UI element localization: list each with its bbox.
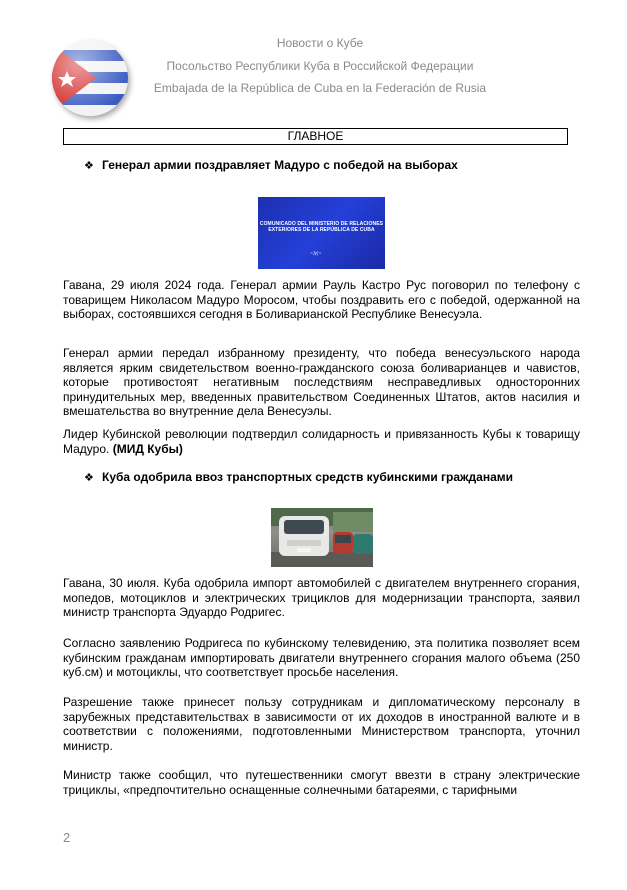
diamond-bullet-icon: ❖ (84, 160, 94, 172)
article1-closing (63, 427, 580, 456)
article1-image (258, 197, 385, 269)
header-embassy-es: Embajada de la República de Cuba en la Federación de Rusia (153, 81, 487, 95)
article1-paragraph: Генерал армии передал избранному президенту, что победа венесуэльского народа является ярким свидетельством военно-гражданского союза боливарианцев и чавистов, которые противостоят негативным последствиям несправедливых односторонних принудительных мер, введенных правительством Соединенных Штатов, актов насилия и вмешательства во внутренние дела Венесуэлы. (63, 346, 580, 418)
article2-headline-text: Куба одобрила ввоз транспортных средств кубинскими гражданами (102, 470, 514, 484)
article1-paragraph: Гавана, 29 июля 2024 года. Генерал армии Рауль Кастро Рус поговорил по телефону с товарищем Николасом Мадуро Моросом, чтобы поздравить его с победой, одержанной на выборах, состоявшихся сегодня в Боливарианской Республике Венесуэла. (63, 278, 580, 321)
article2-paragraph: Согласно заявлению Родригеса по кубинскому телевидению, эта политика позволяет всем кубинским гражданам импортировать двигатели внутреннего сгорания малого объема (250 куб.см) и мотоциклы, что соответствует просьбе населения. (63, 636, 580, 679)
header-title: Новости о Кубе (276, 36, 364, 50)
cuba-flag-logo (52, 40, 128, 116)
article2-paragraph: Министр также сообщил, что путешественники смогут ввезти в страну электрические трициклы, «предпочтительно оснащенные солнечными батареями, с тарифными (63, 768, 580, 797)
article1-headline-text: Генерал армии поздравляет Мадуро с победой на выборах (102, 158, 458, 172)
signature-mark: ~ℳ~ (310, 251, 322, 257)
article1-image-caption: COMUNICADO DEL MINISTERIO DE RELACIONES EXTERIORES DE LA REPÚBLICA DE CUBA (259, 221, 384, 233)
article1-source: (МИД Кубы) (112, 441, 183, 456)
article2-headline (84, 470, 513, 484)
article2-car-photo (271, 508, 373, 567)
diamond-bullet-icon: ❖ (84, 472, 94, 484)
section-title: ГЛАВНОЕ (63, 128, 568, 145)
header-embassy-ru: Посольство Республики Куба в Российской Федерации (166, 59, 474, 73)
article2-paragraph: Гавана, 30 июля. Куба одобрила импорт автомобилей с двигателем внутреннего сгорания, мопедов, мотоциклов и электрических трициклов для модернизации транспорта, заявил министр транспорта Эдуардо Родригес. (63, 576, 580, 619)
page-number: 2 (63, 830, 71, 845)
article1-closing-text: Лидер Кубинской революции подтвердил солидарность и привязанность Кубы к товарищу Мадуро. (63, 427, 580, 456)
article2-paragraph: Разрешение также принесет пользу сотрудникам и дипломатическому персоналу в зарубежных представительствах в зависимости от их доходов в иностранной валюте и в соответствии с положениями, подготовленными Министерством транспорта, уточнил министр. (63, 695, 580, 753)
article1-headline (84, 158, 458, 172)
